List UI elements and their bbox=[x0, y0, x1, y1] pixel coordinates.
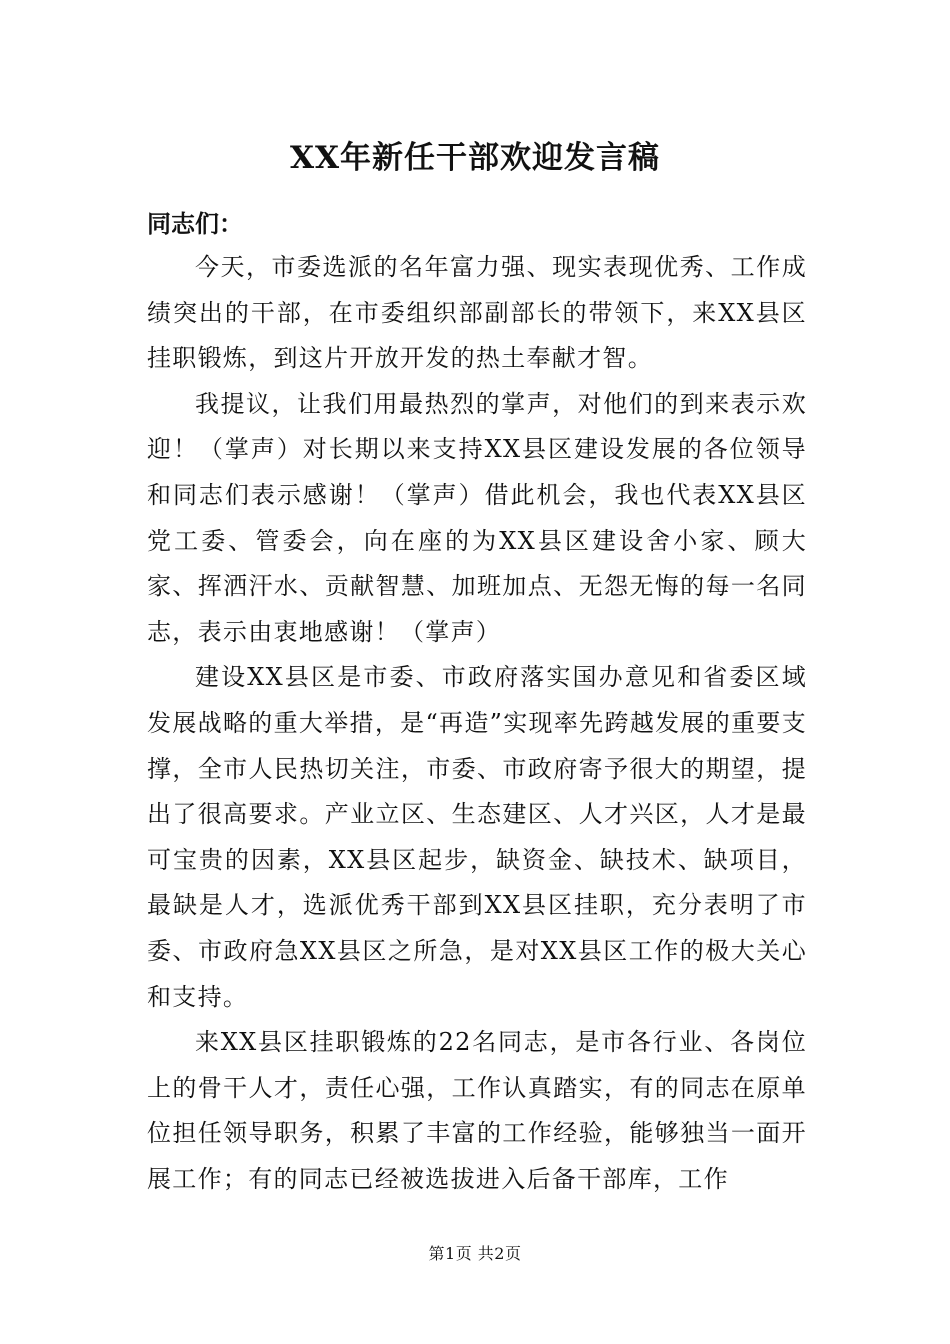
document-body bbox=[147, 245, 807, 1202]
page-footer: 第1页 共2页 bbox=[428, 1244, 522, 1263]
paragraph-4: 来XX县区挂职锻炼的22名同志，是市各行业、各岗位上的骨干人才，责任心强，工作认真踏实，有的同志在原单位担任领导职务，积累了丰富的工作经验，能够独当一面开展工作；有的同志已经被选拔进入后备干部库，工作 bbox=[147, 1028, 807, 1193]
paragraph-1: 今天，市委选派的名年富力强、现实表现优秀、工作成绩突出的干部，在市委组织部副部长的带领下，来XX县区挂职锻炼，到这片开放开发的热土奉献才智。 bbox=[147, 253, 807, 373]
paragraph-2: 我提议，让我们用最热烈的掌声，对他们的到来表示欢迎！（掌声）对长期以来支持XX县区建设发展的各位领导和同志们表示感谢！（掌声）借此机会，我也代表XX县区党工委、管委会，向在座的为XX县区建设舍小家、顾大家、挥洒汗水、贡献智慧、加班加点、无怨无悔的每一名同志，表示由衷地感谢！（掌声） bbox=[147, 389, 807, 646]
salutation: 同志们： bbox=[147, 209, 243, 238]
document-title: XX年新任干部欢迎发言稿 bbox=[289, 140, 661, 176]
paragraph-3: 建设XX县区是市委、市政府落实国办意见和省委区域发展战略的重大举措，是“再造”实现率先跨越发展的重要支撑，全市人民热切关注，市委、市政府寄予很大的期望，提出了很高要求。产业立区、生态建区、人才兴区，人才是最可宝贵的因素，XX县区起步，缺资金、缺技术、缺项目，最缺是人才，选派优秀干部到XX县区挂职，充分表明了市委、市政府急XX县区之所急，是对XX县区工作的极大关心和支持。 bbox=[147, 663, 807, 1011]
